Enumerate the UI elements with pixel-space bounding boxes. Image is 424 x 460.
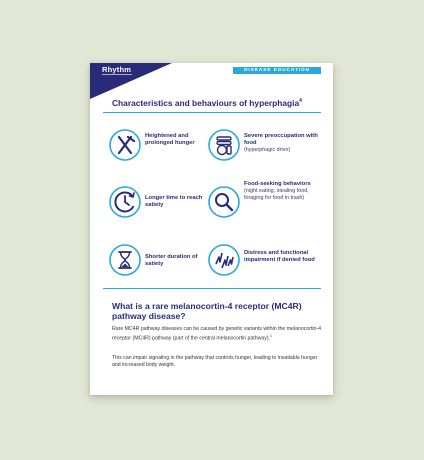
rhythm-logo: Rhythm xyxy=(102,65,132,74)
item-label-food-seeking: Food-seeking behaviors (night eating, stealing food, foraging for food in trash) xyxy=(244,181,311,202)
divider-top xyxy=(103,112,321,113)
item-label-preoccupation: Severe preoccupation with food (hyperphagic drive) xyxy=(244,133,318,154)
distress-icon xyxy=(208,244,240,276)
utensils-icon xyxy=(109,129,141,161)
mc4r-paragraph-2: This can impair signaling in the pathway that controls hunger, leading to insatiable hunger and increased body weight. xyxy=(112,355,318,368)
item-label-satiety-time: Longer time to reach satiety xyxy=(145,195,203,209)
hourglass-icon xyxy=(109,244,141,276)
mc4r-section-heading: What is a rare melanocortin-4 receptor (MC4R) pathway disease? xyxy=(112,301,302,322)
item-label-satiety-duration: Shorter duration of satiety xyxy=(145,254,198,268)
document-page xyxy=(90,63,333,395)
mc4r-paragraph-1: Rare MC4R pathway diseases can be caused by genetic variants within the melanocortin-4 receptor (MC4R) pathway (part of the central melanocortin pathway).$^1$ xyxy=(112,326,322,342)
item-label-hunger: Heightened and prolonged hunger xyxy=(145,133,195,147)
logo-underline xyxy=(102,74,132,75)
stacked-plates-icon xyxy=(208,129,240,161)
clock-icon xyxy=(109,186,141,218)
divider-middle xyxy=(103,288,321,289)
characteristics-heading: Characteristics and behaviours of hyperphagia$^4$ xyxy=(112,98,302,108)
item-label-distress: Distress and functional impairment if denied food xyxy=(244,250,315,264)
magnifier-icon xyxy=(208,186,240,218)
disease-education-band: DISEASE EDUCATION xyxy=(233,67,321,74)
